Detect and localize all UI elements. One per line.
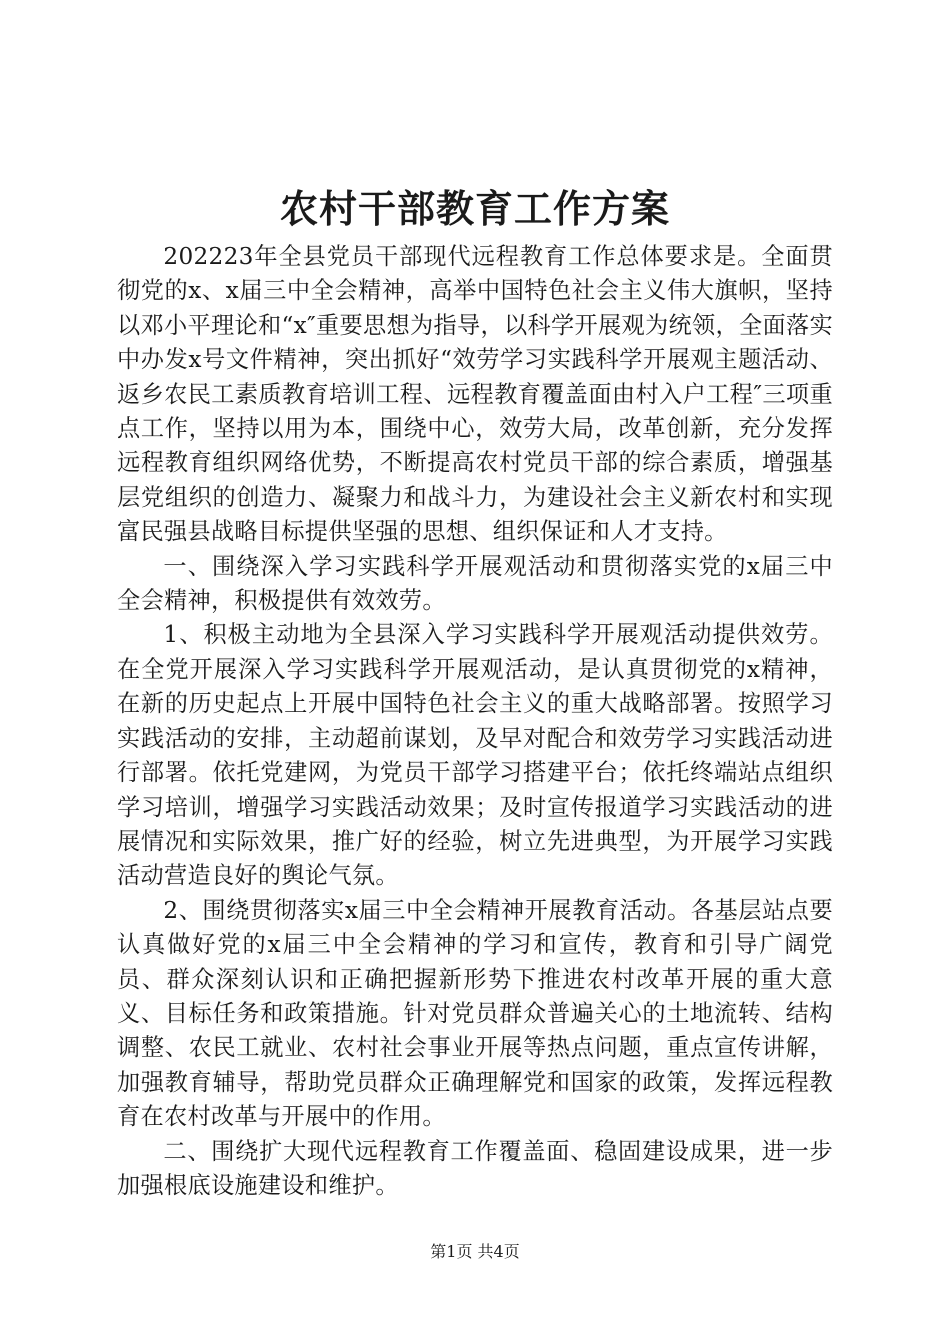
paragraph-item-one: 1、积极主动地为全县深入学习实践科学开展观活动提供效劳。在全党开展深入学习实践科学开展观活动，是认真贯彻党的x精神，在新的历史起点上开展中国特色社会主义的重大战略部署。按照学习实践活动的安排，主动超前谋划，及早对配合和效劳学习实践活动进行部署。依托党建网，为党员干部学习搭建平台；依托终端站点组织学习培训，增强学习实践活动效果；及时宣传报道学习实践活动的进展情况和实际效果，推广好的经验，树立先进典型，为开展学习实践活动营造良好的舆论气氛。 xyxy=(117,621,833,890)
document-title: 农村干部教育工作方案 xyxy=(279,186,670,231)
paragraph-section-one-heading: 一、围绕深入学习实践科学开展观活动和贯彻落实党的x届三中全会精神，积极提供有效效劳。 xyxy=(117,552,833,615)
paragraph-intro: 202223年全县党员干部现代远程教育工作总体要求是。全面贯彻党的x、x届三中全会精神，高举中国特色社会主义伟大旗帜，坚持以邓小平理论和“x″重要思想为指导，以科学开展观为统领，全面落实中办发x号文件精神，突出抓好“效劳学习实践科学开展观主题活动、返乡农民工素质教育培训工程、远程教育覆盖面由村入户工程″三项重点工作，坚持以用为本，围绕中心，效劳大局，改革创新，充分发挥远程教育组织网络优势，不断提高农村党员干部的综合素质，增强基层党组织的创造力、凝聚力和战斗力，为建设社会主义新农村和实现富民强县战略目标提供坚强的思想、组织保证和人才支持。 xyxy=(117,243,833,546)
document-body xyxy=(117,240,833,1203)
paragraph-item-two: 2、围绕贯彻落实x届三中全会精神开展教育活动。各基层站点要认真做好党的x届三中全会精神的学习和宣传，教育和引导广阔党员、群众深刻认识和正确把握新形势下推进农村改革开展的重大意义、目标任务和政策措施。针对党员群众普遍关心的土地流转、结构调整、农民工就业、农村社会事业开展等热点问题，重点宣传讲解，加强教育辅导，帮助党员群众正确理解党和国家的政策，发挥远程教育在农村改革与开展中的作用。 xyxy=(117,896,833,1131)
page-footer: 第1页 共4页 xyxy=(430,1242,520,1261)
paragraph-section-two-heading: 二、围绕扩大现代远程教育工作覆盖面、稳固建设成果，进一步加强根底设施建设和维护。 xyxy=(117,1137,833,1199)
